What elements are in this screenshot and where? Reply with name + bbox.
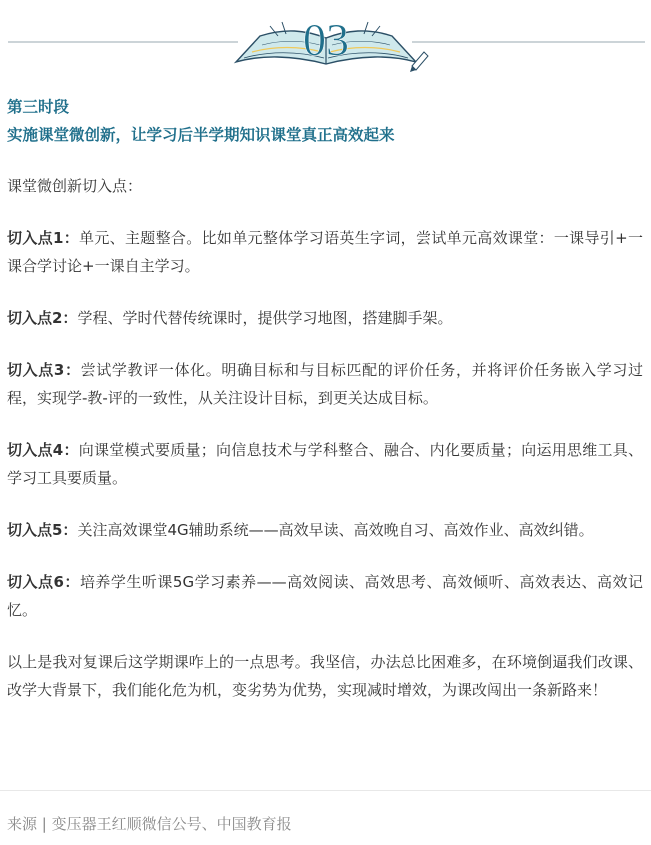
point-text-2: 学程、学时代替传统课时，提供学习地图，搭建脚手架。	[77, 309, 453, 327]
point-text-4: 向课堂模式要质量；向信息技术与学科整合、融合、内化要质量；向运用思维工具、学习工具要质量。	[7, 441, 643, 487]
section-title-text: 实施课堂微创新，让学习后半学期知识课堂真正高效起来	[7, 126, 395, 144]
section-number: 03	[303, 14, 349, 65]
pen-icon	[410, 52, 428, 72]
point-text-1: 单元、主题整合。比如单元整体学习语英生字词，尝试单元高效课堂：一课导引+一课合学讨论+一课自主学习。	[7, 229, 644, 275]
footer-divider	[0, 790, 651, 791]
point-text-5: 关注高效课堂4G辅助系统——高效早读、高效晚自习、高效作业、高效纠错。	[77, 521, 594, 539]
point-lead-1: 切入点1：	[7, 229, 80, 247]
article-body	[7, 172, 643, 728]
point-lead-5: 切入点5：	[7, 521, 78, 539]
intro-paragraph: 课堂微创新切入点：	[7, 177, 143, 195]
point-paragraph-4	[7, 436, 643, 492]
point-paragraph-3	[7, 356, 643, 412]
point-paragraph-5	[7, 516, 643, 544]
point-text-3: 尝试学教评一体化。明确目标和与目标匹配的评价任务，并将评价任务嵌入学习过程，实现学-教-评的一致性，从关注设计目标，到更关达成目标。	[7, 361, 643, 407]
point-paragraph-6	[7, 568, 643, 624]
section-heading	[7, 93, 647, 149]
point-paragraph-1	[7, 224, 643, 280]
phase-label: 第三时段	[7, 98, 70, 116]
source-line: 来源 | 变压器王红顺微信公号、中国教育报	[7, 815, 292, 833]
conclusion-paragraph: 以上是我对复课后这学期课咋上的一点思考。我坚信，办法总比困难多，在环境倒逼我们改课、改学大背景下，我们能化危为机，变劣势为优势，实现减时增效，为课改闯出一条新路来！	[7, 653, 643, 699]
point-lead-2: 切入点2：	[7, 309, 78, 327]
point-text-6: 培养学生听课5G学习素养——高效阅读、高效思考、高效倾听、高效表达、高效记忆。	[7, 573, 644, 619]
point-lead-6: 切入点6：	[7, 573, 80, 591]
point-paragraph-2	[7, 304, 643, 332]
point-lead-4: 切入点4：	[7, 441, 79, 459]
point-lead-3: 切入点3：	[7, 361, 81, 379]
section-number-ornament	[0, 0, 651, 80]
